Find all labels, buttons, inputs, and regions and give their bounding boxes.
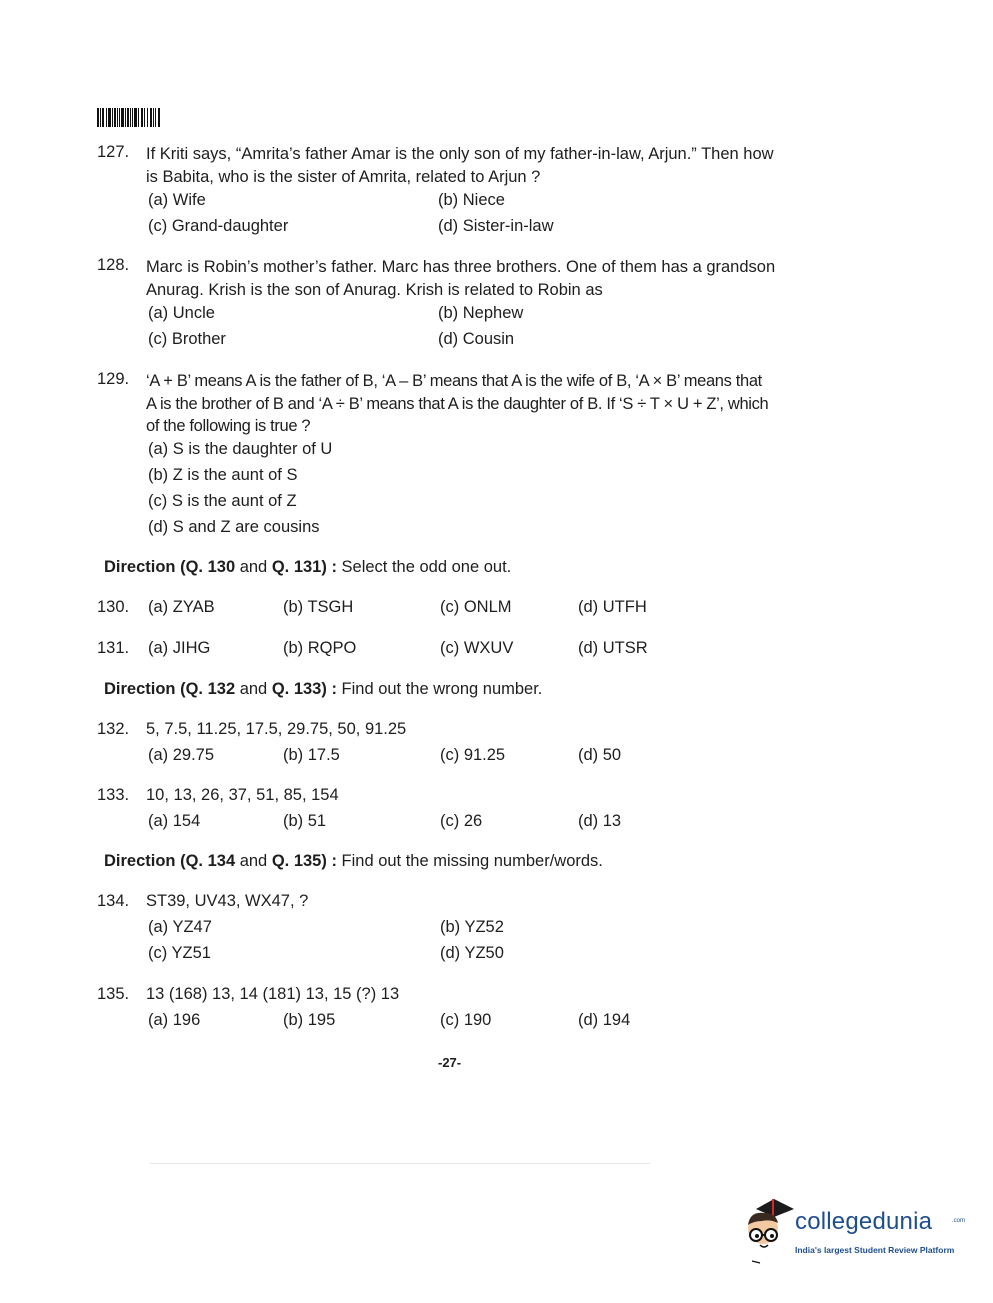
- option-b: (b) RQPO: [283, 639, 357, 657]
- option-d: (d) UTFH: [578, 598, 647, 616]
- question-number: 135.: [97, 985, 130, 1003]
- option-b: (b) Nephew: [438, 304, 524, 322]
- question-text: 10, 13, 26, 37, 51, 85, 154: [146, 786, 339, 804]
- option-c: (c) 91.25: [440, 746, 506, 764]
- logo-wordmark: collegedunia: [795, 1208, 933, 1235]
- question-number: 131.: [97, 639, 130, 657]
- direction-text: Find out the missing number/words.: [336, 852, 603, 870]
- logo-tagline: India's largest Student Review Platform: [795, 1245, 955, 1255]
- option-a: (a) ZYAB: [148, 598, 215, 616]
- option-a: (a) Uncle: [148, 304, 215, 322]
- direction-heading: [104, 852, 603, 871]
- question-number: 129.: [97, 370, 130, 388]
- direction-label-end: Q. 131) :: [271, 558, 337, 576]
- option-c: (c) Brother: [148, 330, 226, 348]
- option-c: (c) YZ51: [148, 944, 211, 962]
- option-b: (b) 195: [283, 1011, 336, 1029]
- question-number: 133.: [97, 786, 130, 804]
- question-text: ‘A + B’ means A is the father of B, ‘A – B’ means that A is the wife of B, ‘A × B’ means that A is the brother of B and ‘A ÷ B’ means that A is the daughter of B. If ‘S ÷ T × U + Z’, which of the following is true ?: [146, 372, 769, 435]
- option-b: (b) TSGH: [283, 598, 354, 616]
- barcode: [97, 108, 161, 127]
- direction-heading: [104, 680, 542, 699]
- direction-label-end: Q. 133) :: [271, 680, 337, 698]
- question-number: 134.: [97, 892, 130, 910]
- direction-label: Direction (Q. 130: [104, 558, 236, 576]
- option-d: (d) S and Z are cousins: [148, 518, 320, 536]
- option-d: (d) 50: [578, 746, 622, 764]
- option-c: (c) ONLM: [440, 598, 512, 616]
- option-c: (c) Grand-daughter: [148, 217, 289, 235]
- question-text: ST39, UV43, WX47, ?: [146, 892, 309, 910]
- scan-artifact-line: [150, 1163, 650, 1164]
- option-d: (d) UTSR: [578, 639, 648, 657]
- option-c: (c) 26: [440, 812, 483, 830]
- question-text: 5, 7.5, 11.25, 17.5, 29.75, 50, 91.25: [146, 720, 407, 738]
- direction-text: Find out the wrong number.: [336, 680, 543, 698]
- option-a: (a) JIHG: [148, 639, 211, 657]
- option-d: (d) YZ50: [440, 944, 504, 962]
- option-d: (d) 13: [578, 812, 622, 830]
- option-d: (d) 194: [578, 1011, 631, 1029]
- direction-and: and: [235, 558, 272, 576]
- question-text: 13 (168) 13, 14 (181) 13, 15 (?) 13: [146, 985, 400, 1003]
- direction-label-end: Q. 135) :: [271, 852, 337, 870]
- option-b: (b) 17.5: [283, 746, 340, 764]
- option-a: (a) 29.75: [148, 746, 215, 764]
- option-c: (c) 190: [440, 1011, 492, 1029]
- page-number: -27-: [438, 1055, 462, 1070]
- option-a: (a) S is the daughter of U: [148, 440, 333, 458]
- option-c: (c) S is the aunt of Z: [148, 492, 297, 510]
- option-a: (a) YZ47: [148, 918, 212, 936]
- question-text: If Kriti says, “Amrita’s father Amar is the only son of my father-in-law, Arjun.” Then how is Babita, who is the sister of Amrita, related to Arjun ?: [146, 145, 774, 186]
- direction-label: Direction (Q. 134: [104, 852, 236, 870]
- question-number: 132.: [97, 720, 130, 738]
- direction-heading: [104, 558, 511, 577]
- option-d: (d) Cousin: [438, 330, 515, 348]
- option-b: (b) YZ52: [440, 918, 504, 936]
- option-c: (c) WXUV: [440, 639, 514, 657]
- option-b: (b) 51: [283, 812, 327, 830]
- option-a: (a) Wife: [148, 191, 206, 209]
- direction-text: Select the odd one out.: [336, 558, 512, 576]
- option-b: (b) Z is the aunt of S: [148, 466, 298, 484]
- question-text: Marc is Robin’s mother’s father. Marc has three brothers. One of them has a grandson Anurag. Krish is the son of Anurag. Krish is related to Robin as: [146, 258, 776, 299]
- direction-and: and: [235, 680, 272, 698]
- question-number: 130.: [97, 598, 130, 616]
- question-number: 128.: [97, 256, 130, 274]
- direction-and: and: [235, 852, 272, 870]
- direction-label: Direction (Q. 132: [104, 680, 236, 698]
- option-a: (a) 154: [148, 812, 201, 830]
- question-number: 127.: [97, 143, 130, 161]
- option-b: (b) Niece: [438, 191, 505, 209]
- option-d: (d) Sister-in-law: [438, 217, 554, 235]
- option-a: (a) 196: [148, 1011, 201, 1029]
- logo-suffix: .com: [952, 1218, 966, 1224]
